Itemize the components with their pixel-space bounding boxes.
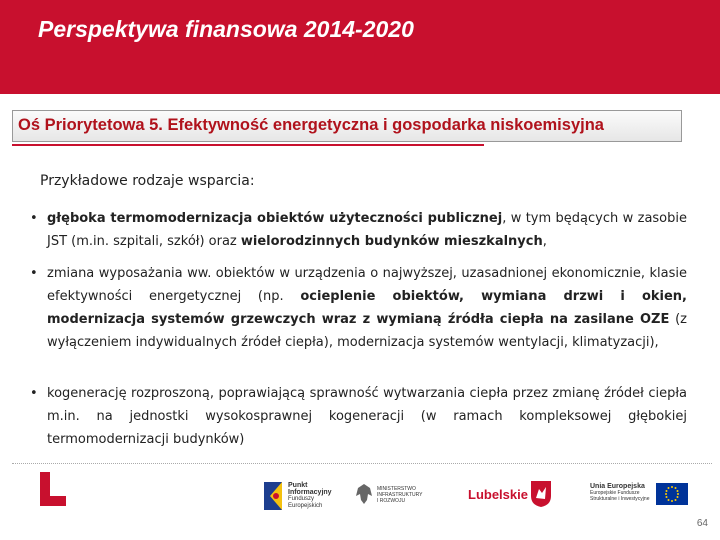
logo-text: Strukturalne i Inwestycyjne bbox=[590, 496, 650, 502]
bullet-text: kogenerację rozproszoną, poprawiającą sprawność wytwarzania ciepła przez zmianę źródeł ciepła m.in. na jednostki wysokosprawnej kogeneracji (w ramach kompleksowej głębokiej termomodernizacji budynków) bbox=[47, 386, 687, 447]
bullet-item bbox=[30, 382, 687, 451]
bullet-icon: • bbox=[30, 211, 38, 226]
coat-of-arms-icon bbox=[530, 480, 552, 508]
bullet-text-bold: głęboka termomodernizacja obiektów użyteczności publicznej bbox=[47, 211, 503, 226]
slide-title: Perspektywa finansowa 2014-2020 bbox=[38, 16, 414, 42]
logo-text: Informacyjny bbox=[288, 489, 332, 496]
fe-logo-icon bbox=[262, 480, 284, 512]
eu-flag-icon bbox=[656, 483, 688, 505]
bullet-text: zmiana wyposażania ww. obiektów w urządzenia o najwyższej, uzasadnionej ekonomicznie, klasie efektywności energetycznej (np. bbox=[47, 266, 687, 304]
lubelskie-l-logo-icon bbox=[38, 472, 68, 506]
logo-punkt-informacyjny bbox=[262, 478, 350, 518]
bullet-text-bold: wielorodzinnych budynków mieszkalnych bbox=[240, 234, 543, 249]
logo-text: Funduszy Europejskich bbox=[288, 496, 323, 509]
logo-lubelskie bbox=[468, 478, 558, 518]
bullet-text: , bbox=[542, 234, 547, 249]
bullet-icon: • bbox=[30, 266, 38, 281]
logo-text: Unia Europejska bbox=[590, 483, 645, 490]
bullet-item bbox=[30, 262, 687, 354]
bullet-text: (z wyłączeniem indywidualnych źródeł ciepła), modernizacja systemów wentylacji, klimatyzacji), bbox=[47, 312, 687, 350]
bullet-text: , w tym będących w zasobie JST (m.in. szpitali, szkół) oraz bbox=[47, 211, 687, 249]
logo-text: INFRASTRUKTURY bbox=[377, 492, 423, 498]
section-label: Przykładowe rodzaje wsparcia: bbox=[40, 173, 255, 189]
logo-text: Europejskie Fundusze bbox=[590, 490, 640, 496]
logo-unia-europejska bbox=[590, 478, 690, 518]
header-banner bbox=[0, 0, 720, 94]
bullet-item bbox=[30, 207, 687, 253]
logo-text: MINISTERSTWO bbox=[377, 486, 416, 492]
subtitle-underline bbox=[12, 144, 484, 146]
eagle-emblem-icon bbox=[355, 482, 373, 506]
logo-ministerstwo bbox=[355, 478, 450, 518]
subtitle-box bbox=[12, 110, 682, 142]
bullet-text-bold: ocieplenie obiektów, wymiana drzwi i okien, modernizacja systemów grzewczych wraz z wymianą źródła ciepła na zasilane OZE bbox=[47, 289, 687, 327]
bullet-icon: • bbox=[30, 386, 38, 401]
page-number: 64 bbox=[696, 518, 708, 529]
footer-divider bbox=[12, 463, 712, 464]
logo-text: Punkt bbox=[288, 482, 308, 489]
logo-text: Lubelskie bbox=[468, 487, 528, 502]
slide-subtitle: Oś Priorytetowa 5. Efektywność energetyczna i gospodarka niskoemisyjna bbox=[18, 116, 604, 134]
logo-text: I ROZWOJU bbox=[377, 498, 406, 504]
